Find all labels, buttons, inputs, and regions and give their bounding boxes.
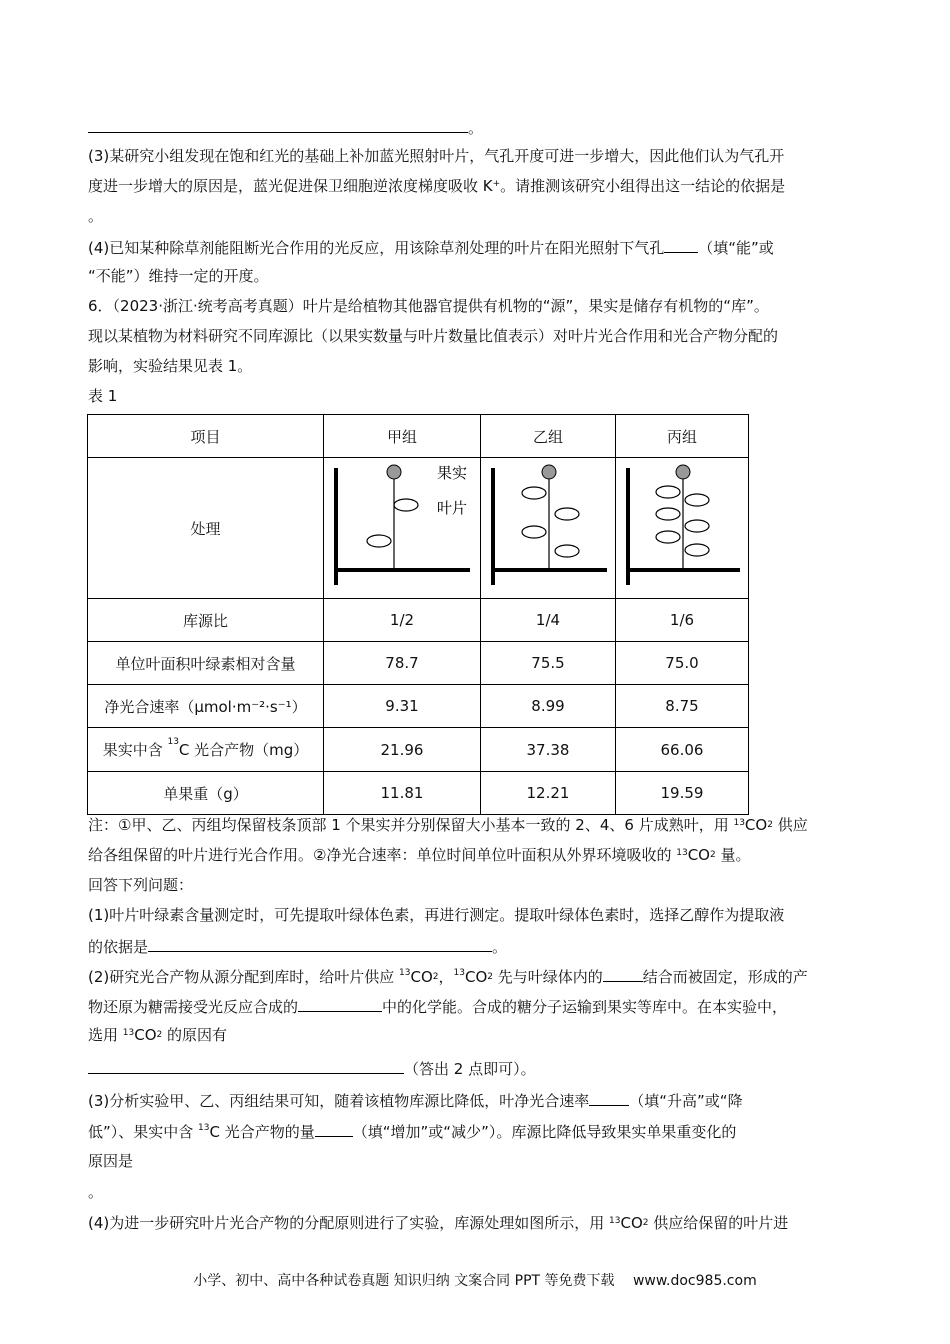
- table-caption: 表 1: [88, 387, 118, 405]
- results-table: [87, 414, 749, 815]
- header-group-bing: 丙组: [616, 415, 749, 458]
- note-line-1: 注：①甲、乙、丙组均保留枝条顶部 1 个果实并分别保留大小基本一致的 2、4、6 片成熟叶，用 $^{13}$CO2 供应: [88, 816, 808, 834]
- question-3-line-1: (3)某研究小组发现在饱和红光的基础上补加蓝光照射叶片，气孔开度可进一步增大，因此他们认为气孔开: [88, 147, 785, 165]
- plant-diagram-jia: [324, 458, 480, 594]
- q2-line-4: （答出 2 点即可）。: [88, 1057, 536, 1079]
- problem-6-line-1: 6．（2023·浙江·统考高考真题）叶片是给植物其他器官提供有机物的“源”，果实是储存有机物的“库”。: [88, 297, 769, 315]
- answer-intro: 回答下列问题：: [88, 876, 194, 894]
- q3-line-2: 低”）、果实中含 $^{13}$C 光合产物的量 （填“增加”或“减少”）。库源比降低导致果实单果重变化的: [88, 1120, 736, 1142]
- table-row-chlorophyll: 单位叶面积叶绿素相对含量 78.7 75.5 75.0: [88, 642, 749, 685]
- legend-fruit-label: 果实: [436, 464, 468, 482]
- question-4-line-2: “不能”）维持一定的开度。: [88, 267, 269, 285]
- header-group-yi: 乙组: [481, 415, 616, 458]
- note-line-2: 给各组保留的叶片进行光合作用。②净光合速率：单位时间单位叶面积从外界环境吸收的 $^{13}$CO2 量。: [88, 846, 751, 864]
- table-row-treatment: [88, 458, 749, 599]
- treatment-diagram-jia: [324, 458, 481, 599]
- table-row-fruit-13c: 果实中含 $^{13}$C 光合产物（mg） 21.96 37.38 66.06: [88, 728, 749, 772]
- plant-diagram-bing: [616, 458, 748, 594]
- q3-line-1: (3)分析实验甲、乙、丙组结果可知，随着该植物库源比降低，叶净光合速率 （填“升高”或“降: [88, 1089, 743, 1111]
- q1-line-1: (1)叶片叶绿素含量测定时，可先提取叶绿体色素，再进行测定。提取叶绿体色素时，选择乙醇作为提取液: [88, 906, 785, 924]
- header-group-jia: 甲组: [324, 415, 481, 458]
- problem-6-line-2: 现以某植物为材料研究不同库源比（以果实数量与叶片数量比值表示）对叶片光合作用和光合产物分配的: [88, 327, 779, 345]
- q4-line-1: (4)为进一步研究叶片光合产物的分配原则进行了实验，库源处理如图所示，用 $^{13}$CO2 供应给保留的叶片进: [88, 1214, 789, 1232]
- table-row-ratio: 库源比 1/2 1/4 1/6: [88, 599, 749, 642]
- question-3-line-3: 。: [88, 207, 104, 225]
- plant-diagram-yi: [481, 458, 615, 594]
- header-item: 项目: [88, 415, 324, 458]
- answer-line-0: 。: [88, 116, 483, 138]
- treatment-diagram-bing: [616, 458, 749, 599]
- table-header-row: [88, 415, 749, 458]
- question-4-line-1: (4)已知某种除草剂能阻断光合作用的光反应，用该除草剂处理的叶片在阳光照射下气孔 （填“能”或: [88, 236, 774, 258]
- q1-line-2: 的依据是 。: [88, 935, 507, 957]
- page-footer: 小学、初中、高中各种试卷真题 知识归纳 文案合同 PPT 等免费下载 www.doc985.com: [193, 1273, 757, 1289]
- legend-leaf-label: 叶片: [436, 499, 468, 517]
- problem-6-line-3: 影响，实验结果见表 1。: [88, 357, 253, 375]
- q2-line-1: (2)研究光合产物从源分配到库时，给叶片供应 $^{13}$CO2，$^{13}$CO2 先与叶绿体内的 结合而被固定，形成的产: [88, 965, 808, 987]
- table-row-fruit-weight: 单果重（g） 11.81 12.21 19.59: [88, 772, 749, 815]
- answer-blank: [88, 116, 468, 133]
- q2-line-2: 物还原为糖需接受光反应合成的 中的化学能。合成的糖分子运输到果实等库中。在本实验中，: [88, 995, 787, 1017]
- q2-line-3: 选用 $^{13}$CO2 的原因有: [88, 1026, 228, 1044]
- row-label-treatment: 处理: [88, 458, 324, 599]
- q3-line-4: 。: [88, 1183, 104, 1201]
- treatment-diagram-yi: [481, 458, 616, 599]
- table-row-photosynthesis-rate: 净光合速率（μmol·m⁻²·s⁻¹） 9.31 8.99 8.75: [88, 685, 749, 728]
- q3-line-3: 原因是: [88, 1152, 134, 1170]
- question-3-line-2: 度进一步增大的原因是，蓝光促进保卫细胞逆浓度梯度吸收 K+。请推测该研究小组得出这一结论的依据是: [88, 177, 786, 195]
